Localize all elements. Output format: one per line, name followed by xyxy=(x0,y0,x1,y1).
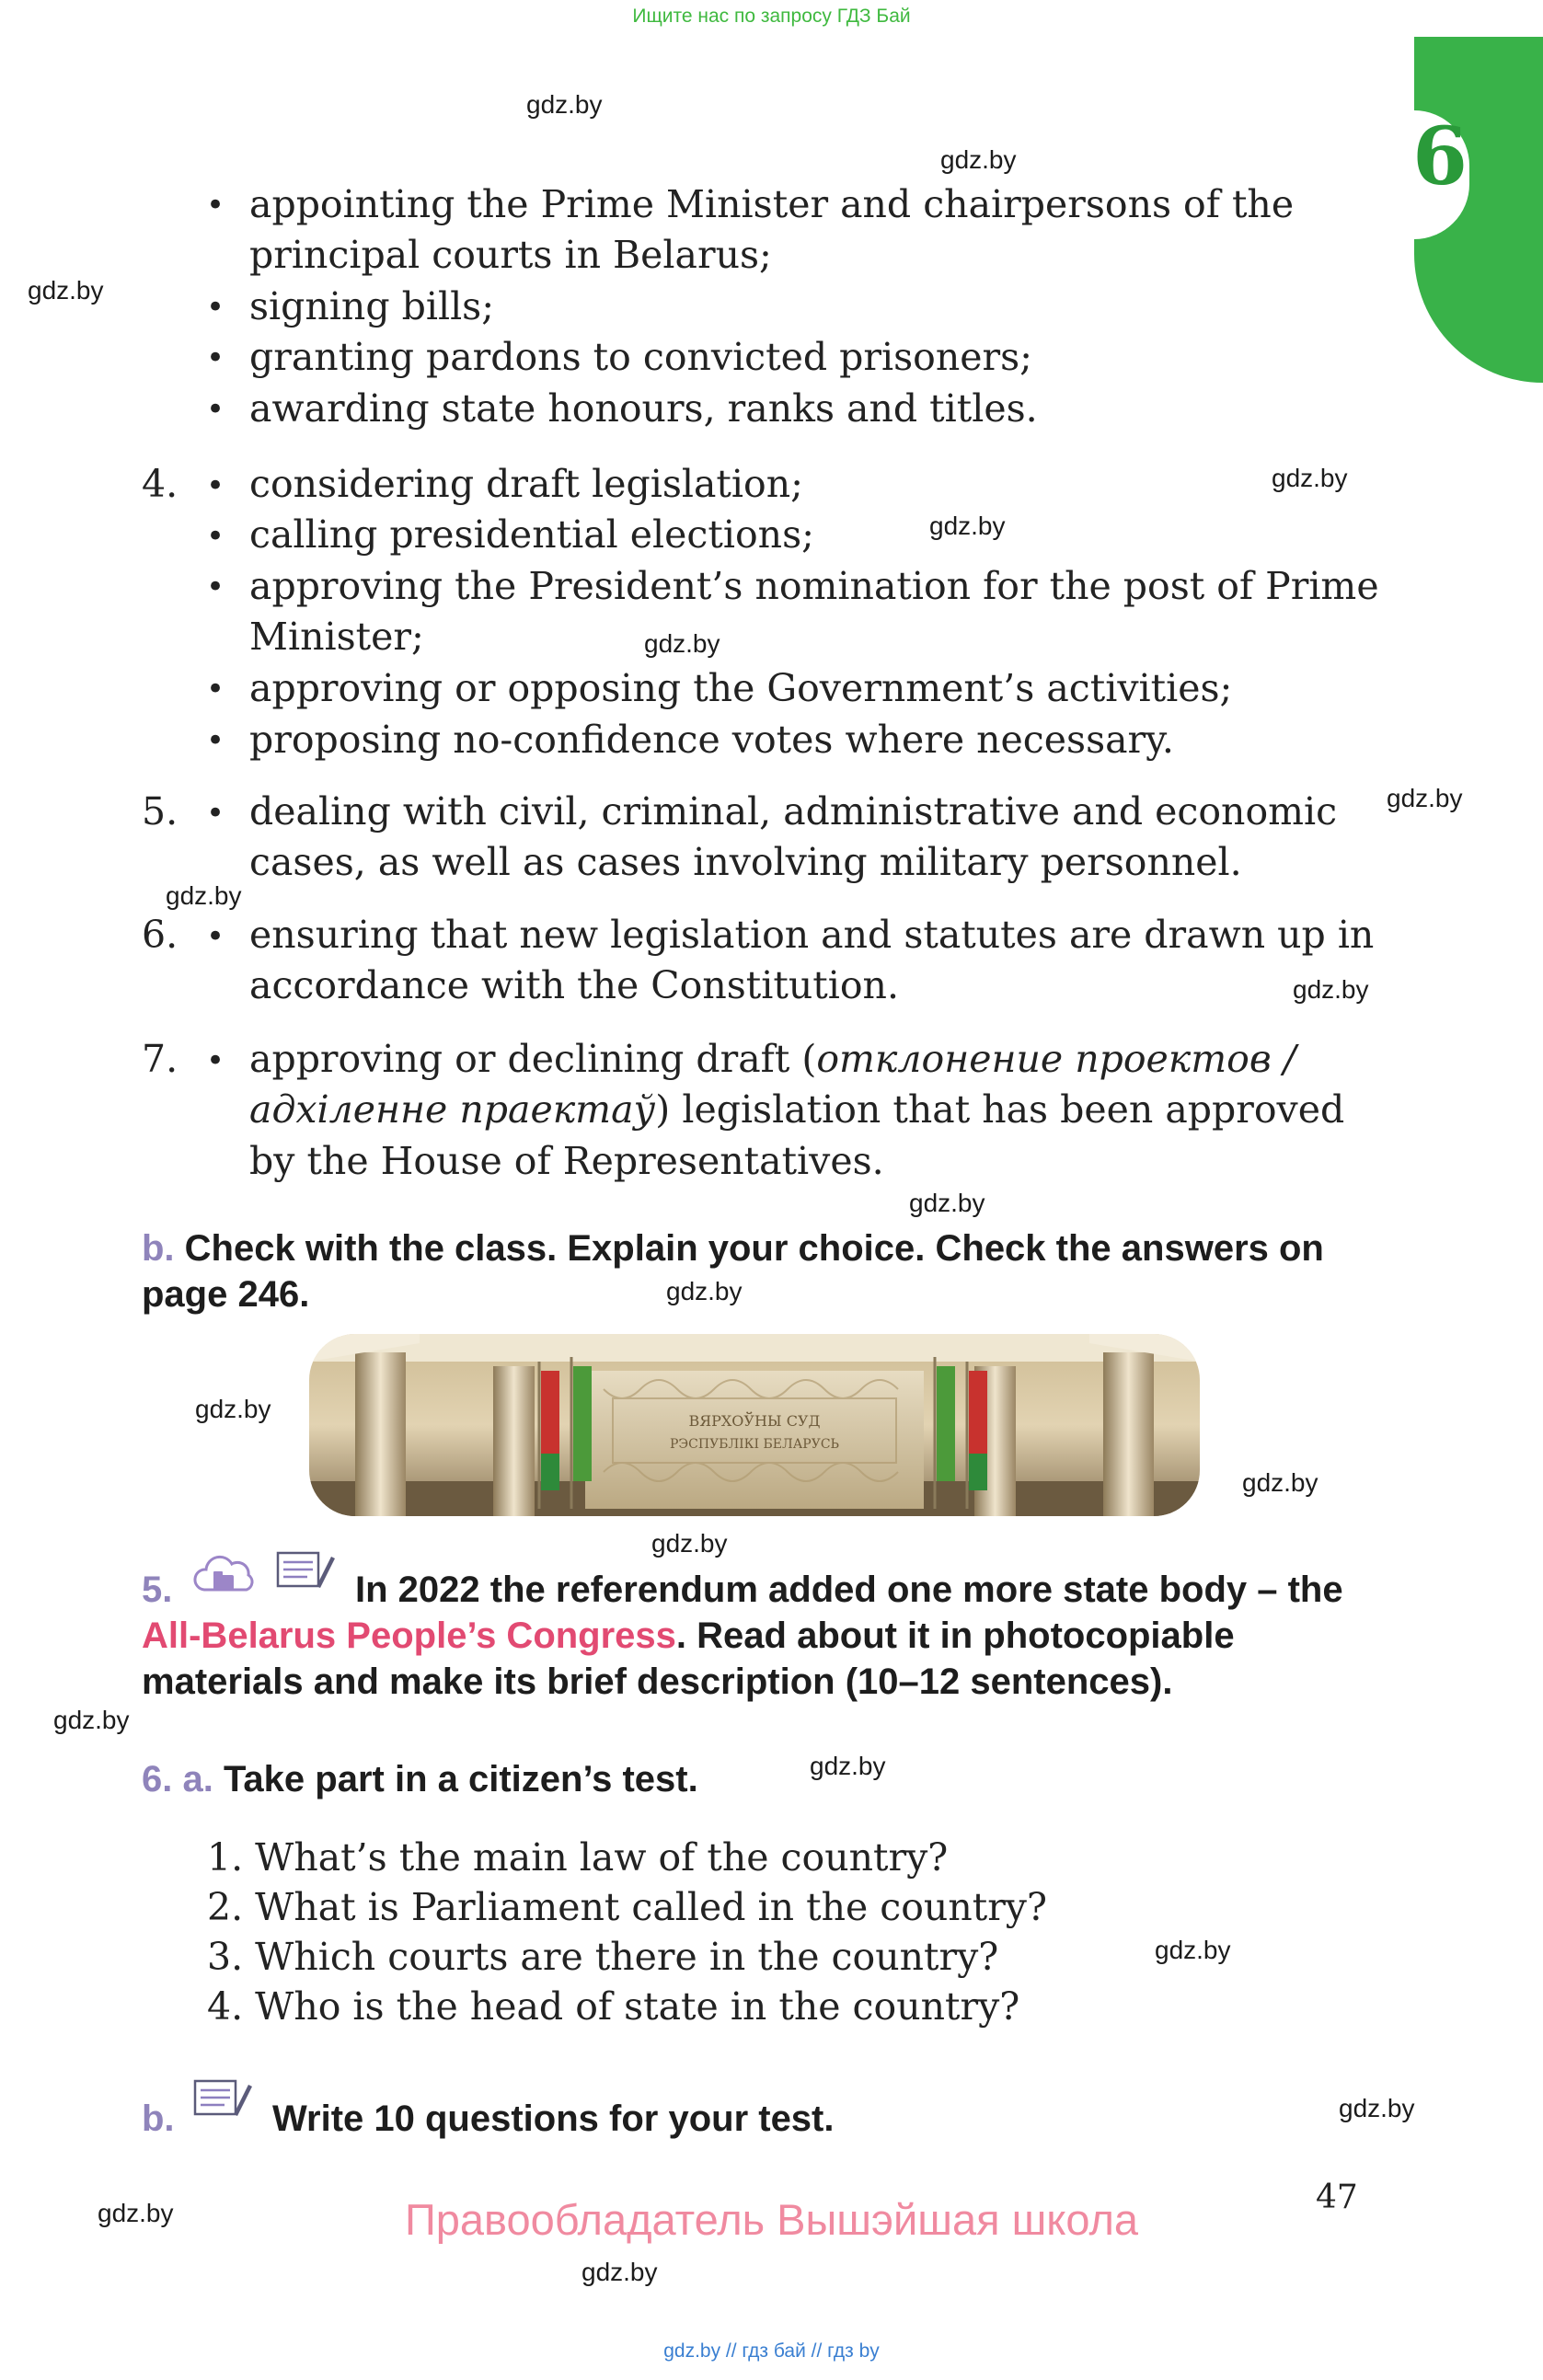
notebook-icon xyxy=(193,2077,254,2123)
bullet-icon: • xyxy=(206,289,225,326)
watermark: gdz.by xyxy=(1339,2094,1415,2122)
list-line: approving or opposing the Government’s activities; xyxy=(249,666,1233,710)
list-text: approving or declining draft ( xyxy=(249,1037,817,1081)
task5-line: In 2022 the referendum added one more state body – the xyxy=(355,1569,1343,1610)
task-text: Check with the class. Explain your choice. Check the answers on xyxy=(184,1228,1324,1269)
watermark: gdz.by xyxy=(909,1189,985,1217)
list-line: dealing with civil, criminal, administrative and economic xyxy=(249,789,1338,834)
watermark: gdz.by xyxy=(1272,464,1348,492)
watermark: gdz.by xyxy=(810,1752,886,1780)
congress-highlight: All-Belarus People’s Congress xyxy=(142,1615,676,1656)
task-b-line: page 246. xyxy=(142,1274,310,1315)
task5-text: . Read about it in photocopiable xyxy=(675,1615,1235,1656)
list-line: considering draft legislation; xyxy=(249,462,803,506)
question-number: 2. xyxy=(207,1885,244,1929)
list-line: accordance with the Constitution. xyxy=(249,963,899,1007)
bullet-icon: • xyxy=(206,671,225,707)
watermark: gdz.by xyxy=(195,1395,271,1423)
list-line xyxy=(249,1086,1344,1134)
task-label: b. xyxy=(142,1228,175,1269)
top-banner[interactable]: Ищите нас по запросу ГДЗ Бай xyxy=(632,6,911,27)
court-sign-line2: РЭСПУБЛІКІ БЕЛАРУСЬ xyxy=(670,1437,839,1452)
bullet-icon: • xyxy=(206,1042,225,1079)
question-item xyxy=(207,1883,1047,1932)
task6b-text: Write 10 questions for your test. xyxy=(272,2098,835,2139)
question-item xyxy=(207,1983,1019,2031)
list-number: 4. xyxy=(142,462,178,506)
task-label: a. xyxy=(182,1759,213,1799)
task-number: 6. xyxy=(142,1759,173,1799)
question-text: Who is the head of state in the country? xyxy=(255,1984,1020,2029)
court-hall-photo xyxy=(309,1334,1200,1516)
watermark: gdz.by xyxy=(98,2199,174,2227)
question-item xyxy=(207,1933,998,1982)
watermark: gdz.by xyxy=(1242,1468,1318,1497)
watermark: gdz.by xyxy=(526,90,603,119)
list-line: appointing the Prime Minister and chairpersons of the xyxy=(249,182,1295,226)
list-number: 7. xyxy=(142,1037,178,1081)
list-line: principal courts in Belarus; xyxy=(249,233,772,277)
question-number: 3. xyxy=(207,1935,244,1979)
list-number: 6. xyxy=(142,913,178,957)
watermark: gdz.by xyxy=(644,629,720,658)
bullet-icon: • xyxy=(206,918,225,955)
question-number: 4. xyxy=(207,1984,244,2029)
list-line: calling presidential elections; xyxy=(249,512,814,557)
list-text: ) legislation that has been approved xyxy=(655,1087,1345,1132)
list-line: by the House of Representatives. xyxy=(249,1139,884,1183)
question-number: 1. xyxy=(207,1835,244,1880)
question-text: Which courts are there in the country? xyxy=(255,1935,999,1979)
watermark: gdz.by xyxy=(929,512,1006,540)
watermark: gdz.by xyxy=(1387,784,1463,812)
task-number: 5. xyxy=(142,1569,173,1610)
bullet-icon: • xyxy=(206,391,225,428)
list-line: signing bills; xyxy=(249,284,495,328)
task-title: Take part in a citizen’s test. xyxy=(223,1759,698,1799)
watermark: gdz.by xyxy=(666,1277,743,1305)
watermark: gdz.by xyxy=(651,1529,728,1558)
question-item xyxy=(207,1834,948,1882)
bullet-icon: • xyxy=(206,467,225,504)
list-line: proposing no-confidence votes where necessary. xyxy=(249,718,1174,762)
list-number: 5. xyxy=(142,789,178,834)
bullet-icon: • xyxy=(206,187,225,224)
task5-line xyxy=(142,1615,1360,1657)
notebook-icon xyxy=(276,1549,337,1595)
task-b-line xyxy=(142,1228,1324,1270)
bullet-icon: • xyxy=(206,339,225,376)
translation-ru: отклонение проектов / xyxy=(816,1037,1296,1081)
task5-line: materials and make its brief description (10–12 sentences). xyxy=(142,1661,1173,1702)
cloud-folder-icon xyxy=(191,1553,256,1603)
bullet-icon: • xyxy=(206,795,225,832)
watermark: gdz.by xyxy=(53,1706,130,1734)
list-line: Minister; xyxy=(249,615,424,659)
copyright-notice: Правообладатель Вышэйшая школа xyxy=(404,2195,1139,2244)
question-text: What is Parliament called in the country? xyxy=(255,1885,1047,1929)
bullet-icon: • xyxy=(206,569,225,605)
watermark: gdz.by xyxy=(166,881,242,910)
chapter-number: 6 xyxy=(1412,110,1468,203)
task6-header xyxy=(142,1759,698,1800)
page-number: 47 xyxy=(1316,2179,1358,2216)
list-line: cases, as well as cases involving military personnel. xyxy=(249,840,1242,884)
watermark: gdz.by xyxy=(582,2258,658,2286)
watermark: gdz.by xyxy=(940,145,1017,174)
translation-by: адхіленне праектаў xyxy=(249,1087,656,1132)
list-line: awarding state honours, ranks and titles. xyxy=(249,386,1038,431)
bullet-icon: • xyxy=(206,518,225,555)
question-text: What’s the main law of the country? xyxy=(255,1835,949,1880)
watermark: gdz.by xyxy=(1293,975,1369,1004)
list-line: approving the President’s nomination for the post of Prime xyxy=(249,564,1379,608)
bullet-icon: • xyxy=(206,722,225,759)
task-label: b. xyxy=(142,2098,175,2139)
footer-links[interactable]: gdz.by // гдз бай // гдз by xyxy=(663,2340,880,2362)
list-line: granting pardons to convicted prisoners; xyxy=(249,335,1032,379)
list-line: ensuring that new legislation and statutes are drawn up in xyxy=(249,913,1375,957)
list-line xyxy=(249,1035,1296,1084)
court-sign-line1: ВЯРХОЎНЫ СУД xyxy=(688,1412,821,1430)
watermark: gdz.by xyxy=(1155,1936,1231,1964)
watermark: gdz.by xyxy=(28,276,104,305)
